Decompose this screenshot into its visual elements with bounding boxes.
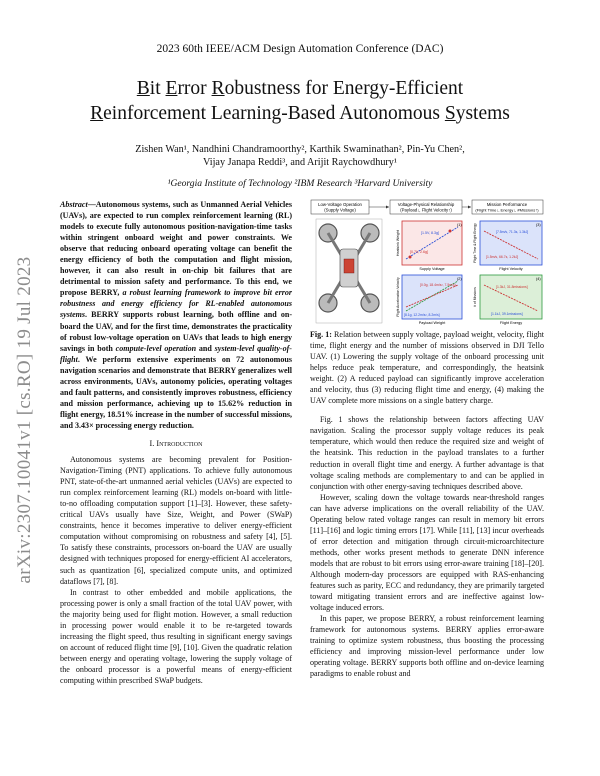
- plot4-xlabel: Flight Energy: [499, 321, 523, 325]
- plot3-value-a: [1.5m/s, 66.7s, 1.2kJ]: [486, 255, 519, 259]
- plot-2: [396, 275, 462, 325]
- section-heading-introduction: I. Introduction: [149, 438, 203, 448]
- box-low-voltage-label: Low-Voltage Operation: [318, 202, 362, 207]
- plot1-value-a: [0.7V, 2.6g]: [410, 250, 429, 254]
- title-line-2: Reinforcement Learning-Based Autonomous Systems: [90, 103, 510, 124]
- plot4-value-a: [1.3kJ, 31.8missions]: [496, 285, 528, 289]
- paper-title: [60, 76, 540, 126]
- box-mission-sub: (Flight Time↓, Energy↓, #Missions↑): [475, 207, 539, 213]
- plot-4: [473, 275, 542, 325]
- arxiv-stamp: arXiv:2307.10041v1 [cs.RO] 19 Jul 2023: [14, 256, 35, 584]
- plot4-number: (4): [536, 277, 541, 281]
- plot1-value-b: [1.5V, 8.3g]: [421, 231, 440, 235]
- box-low-voltage-sub: (Supply Voltage): [324, 207, 356, 213]
- plot3-value-b: [7.5m/s, 71.3s, 1.3kJ]: [496, 230, 529, 234]
- plot3-number: (3): [536, 223, 541, 227]
- intro-paragraph-2: In contrast to other embedded and mobile applications, the processing power is only a small fraction of the total UAV power, with the majority being used for flight motion. However, a small reduction in processing power would enable it to be re-targeted towards increasing the flight speed, thus resulting in significant energy savings on account of reduced flight time [9], [10]. Given the quadratic relation between energy and operating voltage, lowering the supply voltage of the onboard processor is a powerful means of energy-efficient computing within prescribed SWaP budgets.: [60, 587, 292, 685]
- plot1-number: (1): [457, 223, 462, 227]
- right-column: [310, 199, 544, 679]
- figure-1-caption: Fig. 1: Relation between supply voltage, payload weight, velocity, flight time, flight energy and the number of missions observed in DJI Tello UAV. (1) Lowering the supply voltage of the onboard processing unit helps reduce peak temperature, and correspondingly, the heatsink weight. (2) A reduced payload can significantly improve acceleration and velocity, thus (3) reducing flight time and energy, (4) making the UAV complete more missions on a single battery charge.: [310, 330, 544, 406]
- plot1-xlabel: Supply Voltage: [419, 267, 445, 271]
- plot2-number: (2): [457, 277, 462, 281]
- figure-1-diagram: [310, 199, 544, 325]
- plot2-ylabel: Flight Acceleration Velocity: [396, 277, 400, 317]
- figure-1: [310, 199, 544, 325]
- drone-illustration: [316, 219, 382, 323]
- plot2-value-b: [0.0g, 18.4m/s², 7.5m/s]: [420, 283, 456, 287]
- left-column: [60, 199, 292, 686]
- plot3-xlabel: Flight Velocity: [499, 267, 523, 271]
- author-list: Zishen Wan¹, Nandhini Chandramoorthy², Karthik Swaminathan², Pin-Yu Chen², Vijay Janapa Reddi³, and Arijit Raychowdhury¹: [135, 144, 465, 168]
- plot4-ylabel: # of Missions: [473, 287, 477, 307]
- title-line-1: Bit Error Robustness for Energy-Efficient: [136, 78, 464, 99]
- plot-1: [396, 221, 462, 271]
- right-paragraph-1: Fig. 1 shows the relationship between factors affecting UAV navigation. Scaling the processor supply voltage reduces its peak temperature, which would then reduce the required size and weight of the heatsink. This reduction in the payload translates to a further reduction in overall flight time and energy. A further advantage is that voltage scaling methods are complementary to and can be applied in conjunction with other energy-saving techniques described above.: [310, 415, 544, 491]
- intro-paragraph-1: Autonomous systems are becoming prevalent for Position-Navigation-Timing (PNT) applications. To achieve fully autonomous PNT, state-of-the-art unmanned aerial vehicles (UAVs) are expected to run complex reinforcement learning (RL) models on-board with little-to-no offloading computation support [1]–[3]. However, these safety-critical UAVs usually have Size, Weight, and Power (SWaP) constraints, hence it becomes imperative to deliver energy-efficient computation without compromising on robustness and safety [4], [5]. To satisfy these constraints, processors on-board the UAV are usually designed with techniques proposed for energy-efficient AI accelerators, such as quantization [6], specialized compute units, and optimized dataflows [7], [8].: [60, 455, 292, 586]
- plot1-ylabel: Heatsink Weight: [396, 229, 400, 257]
- box-mission-label: Mission Performance: [486, 202, 528, 207]
- plot2-xlabel: Payload Weight: [418, 321, 446, 325]
- plot2-value-a: [8.1g, 12.2m/s², 8.2m/s]: [404, 313, 440, 317]
- right-paragraph-3: In this paper, we propose BERRY, a robust reinforcement learning framework for autonomous systems. BERRY applies error-aware training to optimize system robustness, thus boosting the processing efficiency and improving mission-level performance under low operating voltage. BERRY supports both offline and on-device learning paradigms to enable robust and: [310, 614, 544, 679]
- plot4-value-b: [1.1kJ, 39.1missions]: [491, 312, 523, 316]
- conference-header: 2023 60th IEEE/ACM Design Automation Conference (DAC): [156, 43, 444, 55]
- plot3-ylabel: Flight Time & Flight Energy: [473, 223, 477, 263]
- plot-3: [473, 221, 542, 271]
- box-vp-sub: (Payload↓, Flight Velocity↑): [400, 207, 452, 213]
- right-paragraph-2: However, scaling down the voltage towards near-threshold ranges can have adverse implications on the overall reliability of the UAV. Operating below rated voltage ranges can result in memory bit errors [11]–[16] and logic timing errors [17]. While [11], [13] incur overheads of error detection and mitigation through circuit-microarchitecture methods, other works present methods to generate DNN inference models that are robust to bit errors using error-aware training [18]–[20]. Although modern-day processors are equipped with RAS-enhancing features such as parity, ECC and redundancy, they are primarily targeted toward mitigating transient errors and are ineffective against low-voltage induced errors.: [310, 492, 544, 613]
- abstract: Abstract—Autonomous systems, such as Unmanned Aerial Vehicles (UAVs), are expected to run complex reinforcement learning (RL) models to execute fully autonomous position-navigation-time tasks within stringent onboard weight and power constraints. We observe that reducing onboard operating voltage can benefit the energy efficiency of both the computation and flight mission, however, it can also result in on-chip bit failures that are detrimental to mission safety and performance. To this end, we propose BERRY, a robust learning framework to improve bit error robustness and energy efficiency for RL-enabled autonomous systems. BERRY supports robust learning, both offline and on-board the UAV, and for the first time, demonstrates the practicality of robust low-voltage operation on UAVs that leads to high energy savings in both compute-level operation and system-level quality-of-flight. We perform extensive experiments on 72 autonomous navigation scenarios and demonstrate that BERRY generalizes well across environments, UAVs, autonomy policies, operating voltages and fault patterns, and consistently improves robustness, efficiency and mission performance, achieving up to 15.62% reduction in flight energy, 18.51% increase in the number of successful missions, and 3.43× processing energy reduction.: [60, 200, 292, 430]
- affiliations: ¹Georgia Institute of Technology ²IBM Research ³Harvard University: [167, 178, 433, 189]
- box-vp-label: Voltage-Physical Relationship: [397, 202, 455, 207]
